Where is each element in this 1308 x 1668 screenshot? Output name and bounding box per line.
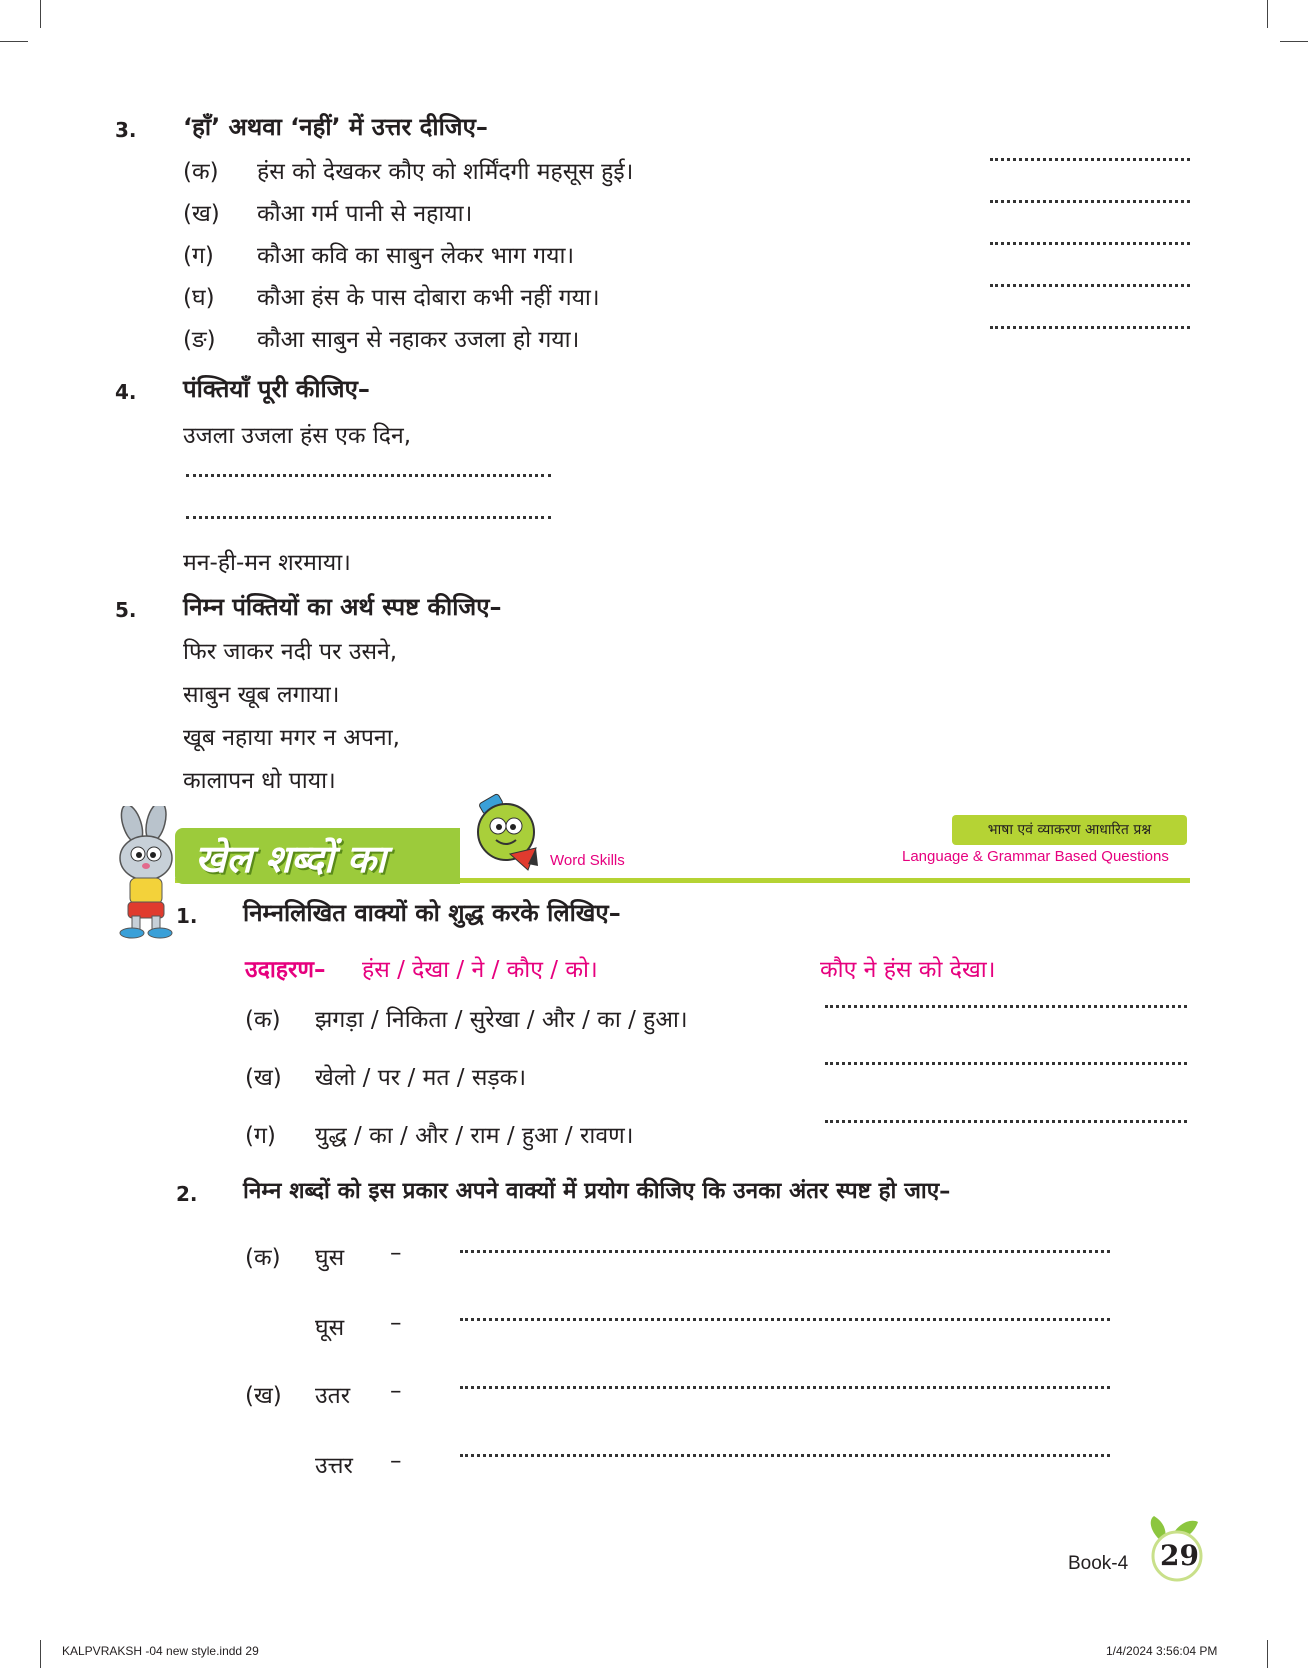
crop-mark xyxy=(40,0,41,28)
answer-blank[interactable] xyxy=(990,326,1190,329)
item-text: कौआ हंस के पास दोबारा कभी नहीं गया। xyxy=(257,285,600,311)
section-badge-english: Language & Grammar Based Questions xyxy=(902,848,1169,865)
answer-blank[interactable] xyxy=(460,1250,1110,1253)
crop-mark xyxy=(0,41,28,42)
answer-blank[interactable] xyxy=(825,1062,1187,1065)
poem-line: मन-ही-मन शरमाया। xyxy=(183,550,351,576)
answer-blank[interactable] xyxy=(186,516,551,519)
answer-blank[interactable] xyxy=(990,158,1190,161)
section-title: खेल शब्दों का xyxy=(195,837,386,881)
example-label: उदाहरण– xyxy=(245,957,326,983)
file-name: KALPVRAKSH -04 new style.indd 29 xyxy=(62,1644,259,1658)
book-label: Book-4 xyxy=(1068,1553,1129,1574)
item-text: कौआ साबुन से नहाकर उजला हो गया। xyxy=(257,327,580,353)
question-heading: निम्न पंक्तियों का अर्थ स्पष्ट कीजिए– xyxy=(183,593,502,621)
question-heading: ‘हाँ’ अथवा ‘नहीं’ में उत्तर दीजिए– xyxy=(183,113,488,141)
crop-mark xyxy=(40,1640,41,1668)
item-label: (ख) xyxy=(245,1065,282,1091)
item-label: (ख) xyxy=(245,1383,282,1409)
word: उत्तर xyxy=(315,1453,353,1479)
item-label: (ख) xyxy=(183,201,220,227)
word: घुस xyxy=(315,1245,345,1271)
item-text: कौआ कवि का साबुन लेकर भाग गया। xyxy=(257,243,575,269)
item-text: हंस को देखकर कौए को शर्मिंदगी महसूस हुई। xyxy=(257,159,634,185)
answer-blank[interactable] xyxy=(460,1318,1110,1321)
item-label: (ग) xyxy=(183,243,214,269)
item-label: (क) xyxy=(183,159,219,185)
section-badge: भाषा एवं व्याकरण आधारित प्रश्न xyxy=(952,815,1187,845)
word: घूस xyxy=(315,1315,345,1341)
question-number: 5. xyxy=(115,598,137,622)
section-subtitle: Word Skills xyxy=(550,852,625,869)
question-heading: निम्न शब्दों को इस प्रकार अपने वाक्यों में प्रयोग कीजिए कि उनका अंतर स्पष्ट हो जाए– xyxy=(243,1178,951,1204)
poem-line: कालापन धो पाया। xyxy=(183,768,336,794)
answer-blank[interactable] xyxy=(990,284,1190,287)
item-text: झगड़ा / निकिता / सुरेखा / और / का / हुआ। xyxy=(315,1007,688,1033)
poem-line: साबुन खूब लगाया। xyxy=(183,682,340,708)
crop-mark xyxy=(1267,1640,1268,1668)
example-answer: कौए ने हंस को देखा। xyxy=(820,957,996,983)
dash: – xyxy=(390,1240,402,1266)
question-number: 1. xyxy=(176,904,198,928)
item-label: (ङ) xyxy=(183,327,216,353)
question-heading: पंक्तियाँ पूरी कीजिए– xyxy=(183,375,370,403)
question-number: 2. xyxy=(176,1182,198,1206)
item-label: (क) xyxy=(245,1007,281,1033)
poem-line: खूब नहाया मगर न अपना, xyxy=(183,725,400,751)
item-label: (क) xyxy=(245,1245,281,1271)
item-text: कौआ गर्म पानी से नहाया। xyxy=(257,201,473,227)
answer-blank[interactable] xyxy=(460,1454,1110,1457)
answer-blank[interactable] xyxy=(990,242,1190,245)
item-label: (ग) xyxy=(245,1123,276,1149)
crop-mark xyxy=(1267,0,1268,28)
print-timestamp: 1/4/2024 3:56:04 PM xyxy=(1106,1644,1218,1658)
question-heading: निम्नलिखित वाक्यों को शुद्ध करके लिखिए– xyxy=(243,899,621,927)
dash: – xyxy=(390,1310,402,1336)
poem-line: फिर जाकर नदी पर उसने, xyxy=(183,639,398,665)
word: उतर xyxy=(315,1383,351,1409)
question-number: 3. xyxy=(115,118,137,142)
dash: – xyxy=(390,1378,402,1404)
answer-blank[interactable] xyxy=(186,474,551,477)
item-text: युद्ध / का / और / राम / हुआ / रावण। xyxy=(315,1123,634,1149)
item-text: खेलो / पर / मत / सड़क। xyxy=(315,1065,527,1091)
answer-blank[interactable] xyxy=(825,1120,1187,1123)
answer-blank[interactable] xyxy=(990,200,1190,203)
question-number: 4. xyxy=(115,380,137,404)
answer-blank[interactable] xyxy=(460,1386,1110,1389)
pencil-mascot-icon xyxy=(470,792,548,874)
dash: – xyxy=(390,1448,402,1474)
crop-mark xyxy=(1280,41,1308,42)
example-text: हंस / देखा / ने / कौए / को। xyxy=(362,957,598,983)
poem-line: उजला उजला हंस एक दिन, xyxy=(183,423,412,449)
item-label: (घ) xyxy=(183,285,215,311)
answer-blank[interactable] xyxy=(825,1005,1187,1008)
page-number: 29 xyxy=(1160,1539,1199,1572)
